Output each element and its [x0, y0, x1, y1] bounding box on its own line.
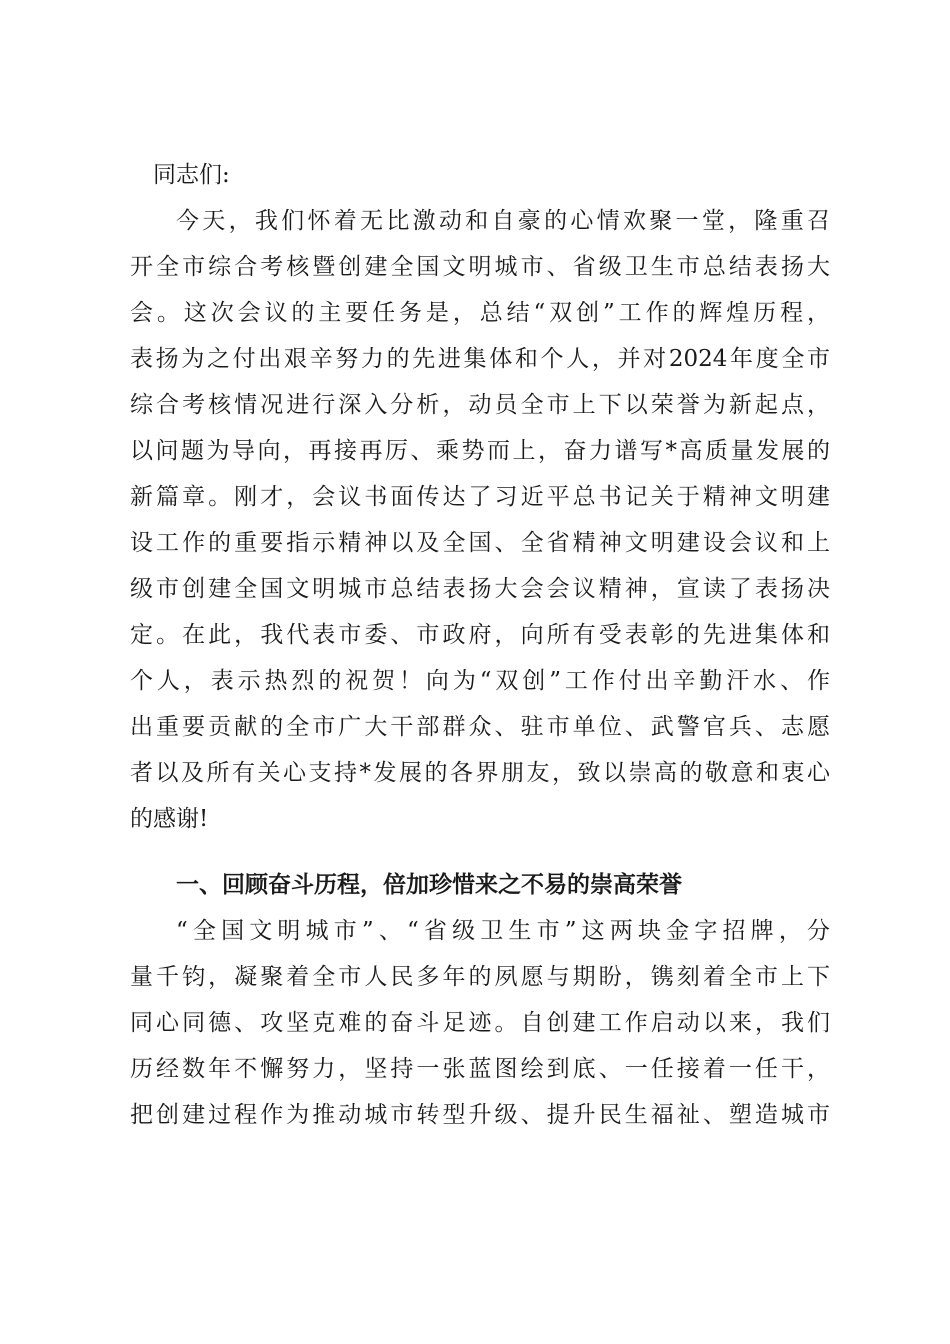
paragraph-line: 者以及所有关心支持*发展的各界朋友，致以崇高的敬意和衷心 — [130, 760, 830, 786]
paragraph-2 — [130, 908, 830, 1138]
paragraph-line: 新篇章。刚才，会议书面传达了习近平总书记关于精神文明建 — [130, 484, 830, 510]
paragraph-line: 级市创建全国文明城市总结表扬大会会议精神，宣读了表扬决 — [130, 576, 830, 602]
salutation: 同志们: — [153, 162, 230, 188]
paragraph-line: 会。这次会议的主要任务是，总结“双创”工作的辉煌历程， — [130, 300, 830, 326]
paragraph-line: 个人，表示热烈的祝贺！向为“双创”工作付出辛勤汗水、作 — [130, 668, 830, 694]
paragraph-line: 出重要贡献的全市广大干部群众、驻市单位、武警官兵、志愿 — [130, 714, 830, 740]
paragraph-1 — [130, 198, 830, 842]
paragraph-line: 把创建过程作为推动城市转型升级、提升民生福祉、塑造城市 — [130, 1102, 830, 1128]
paragraph-line: 的感谢! — [130, 806, 209, 832]
document-body — [130, 152, 830, 1138]
paragraph-line: “全国文明城市”、“省级卫生市”这两块金字招牌，分 — [176, 918, 830, 944]
section-heading-1: 一、回顾奋斗历程，倍加珍惜来之不易的崇高荣誉 — [176, 872, 682, 898]
paragraph-line: 历经数年不懈努力，坚持一张蓝图绘到底、一任接着一任干， — [130, 1056, 830, 1082]
paragraph-line: 表扬为之付出艰辛努力的先进集体和个人，并对2024年度全市 — [130, 346, 830, 372]
paragraph-line: 开全市综合考核暨创建全国文明城市、省级卫生市总结表扬大 — [130, 254, 830, 280]
paragraph-line: 综合考核情况进行深入分析，动员全市上下以荣誉为新起点， — [130, 392, 830, 418]
paragraph-line: 设工作的重要指示精神以及全国、全省精神文明建设会议和上 — [130, 530, 830, 556]
paragraph-line: 同心同德、攻坚克难的奋斗足迹。自创建工作启动以来，我们 — [130, 1010, 830, 1036]
paragraph-line: 定。在此，我代表市委、市政府，向所有受表彰的先进集体和 — [130, 622, 830, 648]
paragraph-line: 以问题为导向，再接再厉、乘势而上，奋力谱写*高质量发展的 — [130, 438, 830, 464]
paragraph-line: 量千钧，凝聚着全市人民多年的夙愿与期盼，镌刻着全市上下 — [130, 964, 830, 990]
paragraph-line: 今天，我们怀着无比激动和自豪的心情欢聚一堂，隆重召 — [176, 208, 830, 234]
